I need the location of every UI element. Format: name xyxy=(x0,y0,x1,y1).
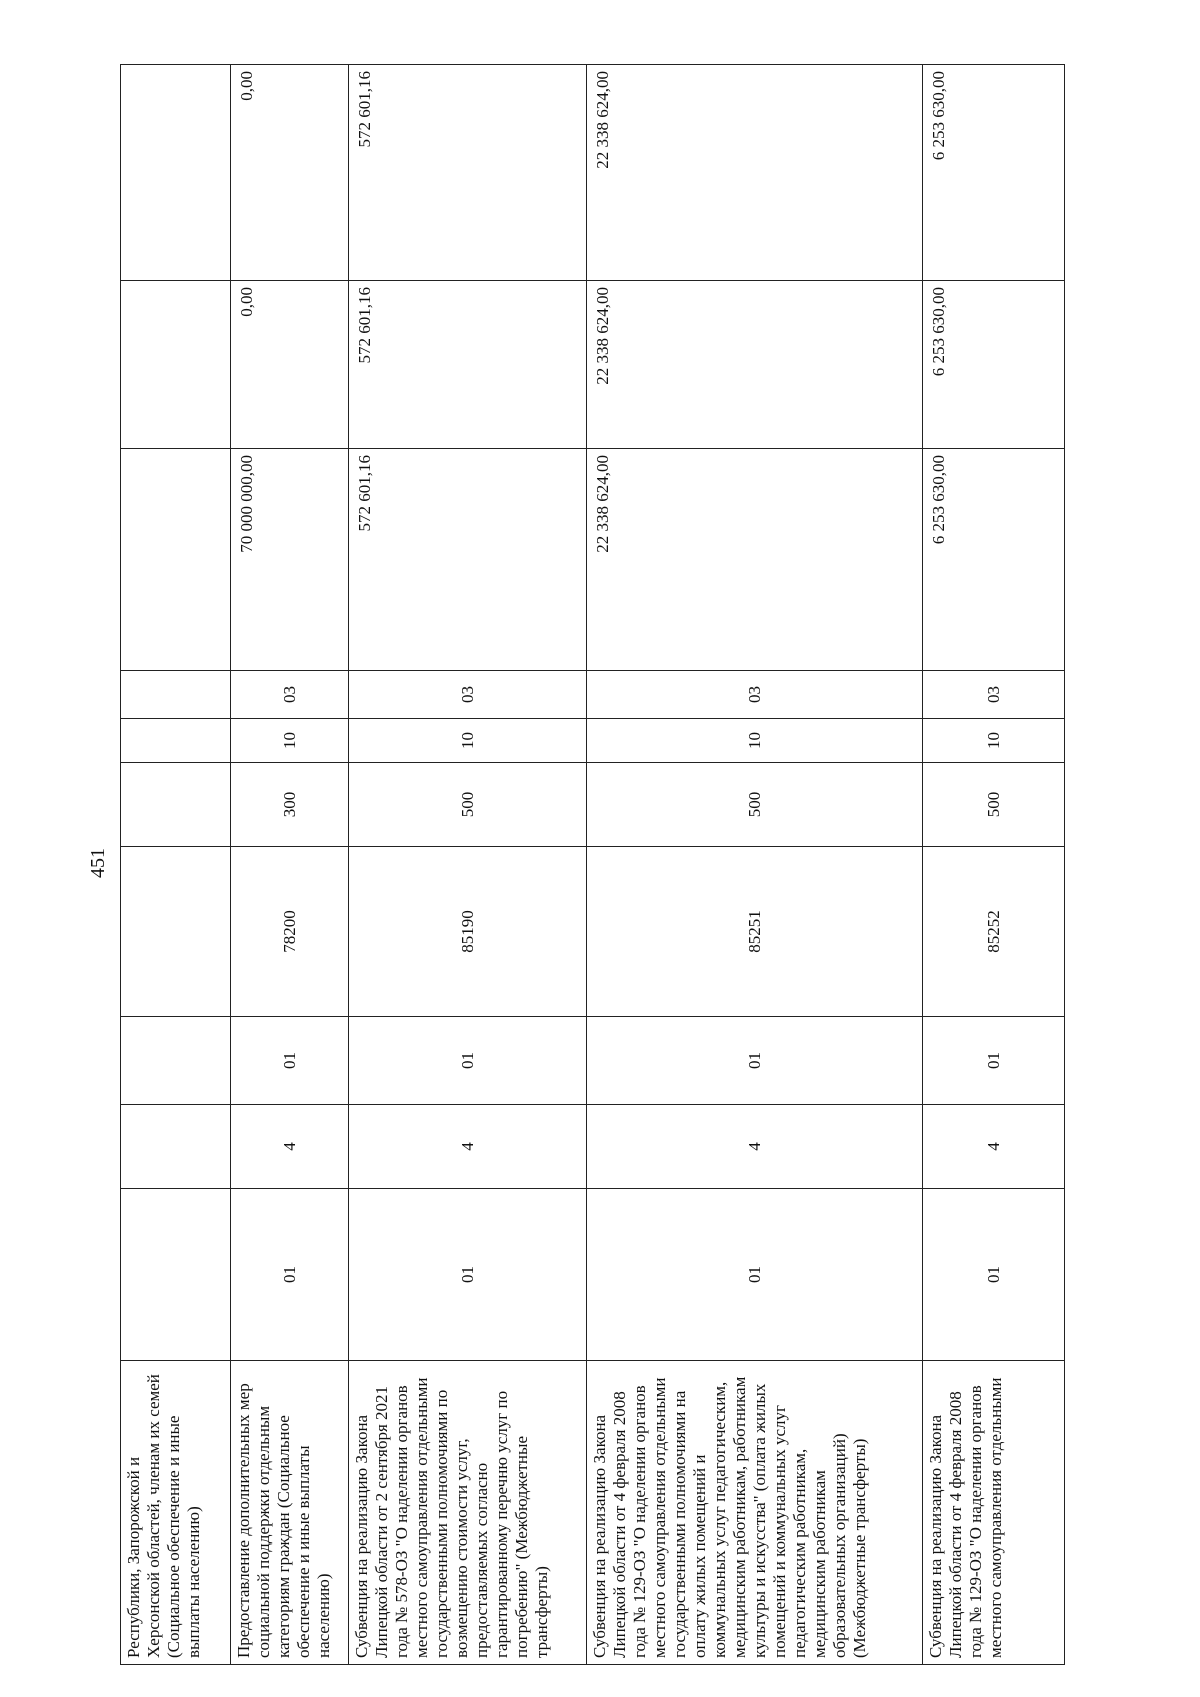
code-cell: 4 xyxy=(349,1105,587,1189)
code-cell xyxy=(121,1105,231,1189)
table-row xyxy=(349,65,587,1665)
code-cell: 78200 xyxy=(231,847,349,1017)
code-cell: 01 xyxy=(349,1189,587,1361)
code-cell: 10 xyxy=(231,719,349,763)
amount-cell xyxy=(121,281,231,449)
code-cell: 01 xyxy=(587,1189,923,1361)
table-rotator xyxy=(120,65,1064,1665)
code-cell: 4 xyxy=(231,1105,349,1189)
code-cell: 10 xyxy=(349,719,587,763)
amount-cell: 6 253 630,00 xyxy=(923,449,1065,671)
code-cell: 85190 xyxy=(349,847,587,1017)
table-row xyxy=(121,65,231,1665)
amount-cell: 6 253 630,00 xyxy=(923,65,1065,281)
code-cell xyxy=(121,671,231,719)
code-cell: 10 xyxy=(587,719,923,763)
code-cell: 01 xyxy=(587,1017,923,1105)
code-cell xyxy=(121,847,231,1017)
row-description: Республики, Запорожской и Херсонской областей, членам их семей (Социальное обеспечение и иные выплаты населению) xyxy=(121,1361,231,1665)
page-number: 451 xyxy=(87,848,109,878)
code-cell: 03 xyxy=(923,671,1065,719)
code-cell xyxy=(121,1189,231,1361)
code-cell: 01 xyxy=(349,1017,587,1105)
code-cell: 01 xyxy=(923,1017,1065,1105)
code-cell: 01 xyxy=(231,1017,349,1105)
code-cell: 300 xyxy=(231,763,349,847)
code-cell: 01 xyxy=(231,1189,349,1361)
code-cell: 03 xyxy=(231,671,349,719)
row-description: Предоставление дополнительных мер социальной поддержки отдельным категориям граждан (Социальное обеспечение и иные выплаты населению) xyxy=(231,1361,349,1665)
code-cell: 4 xyxy=(923,1105,1065,1189)
code-cell: 500 xyxy=(587,763,923,847)
amount-cell: 6 253 630,00 xyxy=(923,281,1065,449)
table-row xyxy=(587,65,923,1665)
row-description: Субвенция на реализацию Закона Липецкой области от 4 февраля 2008 года № 129-ОЗ "О наделении органов местного самоуправления отдельными xyxy=(923,1361,1065,1665)
code-cell xyxy=(121,719,231,763)
table-flip xyxy=(120,65,1064,1665)
row-description: Субвенция на реализацию Закона Липецкой области от 2 сентября 2021 года № 578-ОЗ "О наделении органов местного самоуправления отдельными государственными полномочиями по возмещению стоимости услуг, предоставляемых согласно гарантированному перечню услуг по погребению" (Межбюджетные трансферты) xyxy=(349,1361,587,1665)
amount-cell: 70 000 000,00 xyxy=(231,449,349,671)
code-cell: 85252 xyxy=(923,847,1065,1017)
amount-cell: 0,00 xyxy=(231,65,349,281)
code-cell: 10 xyxy=(923,719,1065,763)
amount-cell: 22 338 624,00 xyxy=(587,65,923,281)
row-description: Субвенция на реализацию Закона Липецкой области от 4 февраля 2008 года № 129-ОЗ "О наделении органов местного самоуправления отдельными государственными полномочиями на оплату жилых помещений и коммунальных услуг педагогическим, медицинским работникам, работникам культуры и искусства" (оплата жилых помещений и коммунальных услуг педагогическим работникам, медицинским работникам образовательных организаций) (Межбюджетные трансферты) xyxy=(587,1361,923,1665)
code-cell: 03 xyxy=(587,671,923,719)
code-cell: 4 xyxy=(587,1105,923,1189)
amount-cell: 572 601,16 xyxy=(349,449,587,671)
amount-cell: 572 601,16 xyxy=(349,281,587,449)
amount-cell xyxy=(121,65,231,281)
table-row xyxy=(231,65,349,1665)
table-row xyxy=(923,65,1065,1665)
code-cell: 01 xyxy=(923,1189,1065,1361)
code-cell: 500 xyxy=(923,763,1065,847)
budget-table xyxy=(120,64,1065,1665)
amount-cell: 22 338 624,00 xyxy=(587,449,923,671)
code-cell: 500 xyxy=(349,763,587,847)
amount-cell: 22 338 624,00 xyxy=(587,281,923,449)
amount-cell: 0,00 xyxy=(231,281,349,449)
code-cell xyxy=(121,763,231,847)
amount-cell: 572 601,16 xyxy=(349,65,587,281)
code-cell xyxy=(121,1017,231,1105)
code-cell: 03 xyxy=(349,671,587,719)
code-cell: 85251 xyxy=(587,847,923,1017)
amount-cell xyxy=(121,449,231,671)
